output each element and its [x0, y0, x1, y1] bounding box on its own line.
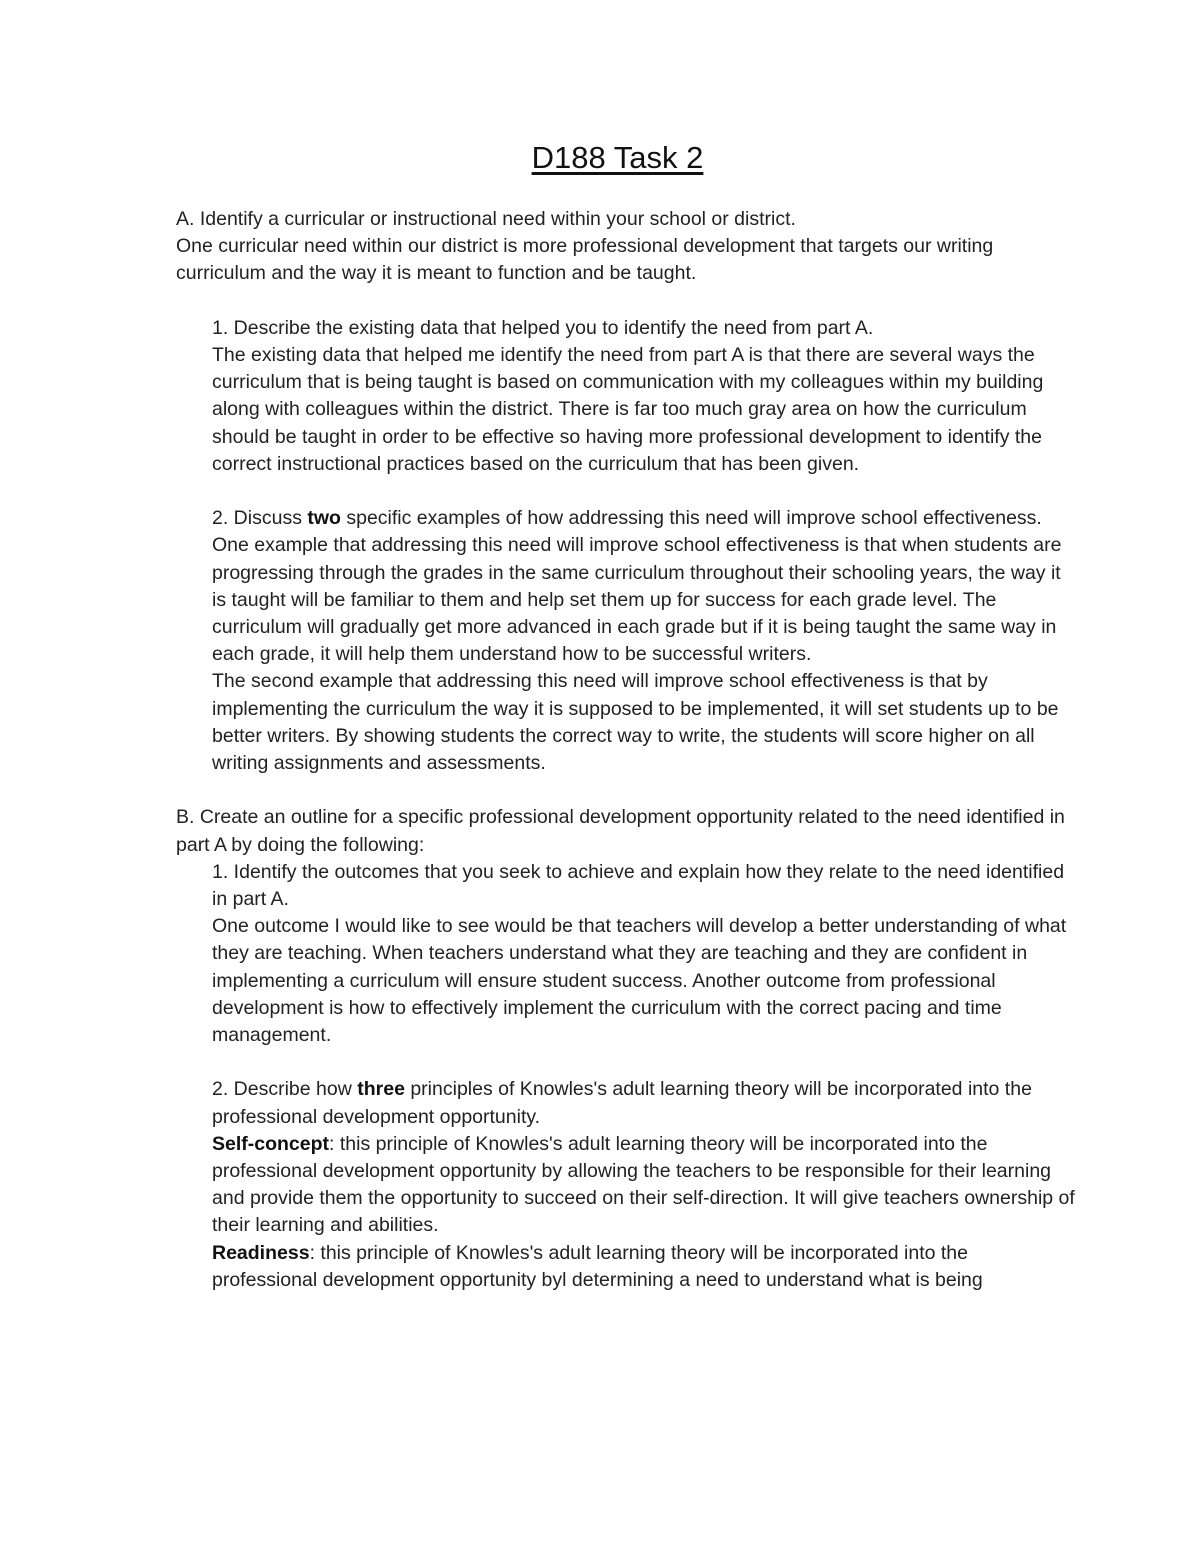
section-a-q2-answer-1: One example that addressing this need will improve school effectiveness is that when students are progressing through the grades in the same curriculum throughout their schooling years, the way it is taught will be familiar to them and help set them up for success for each grade level. The curriculum will gradually get more advanced in each grade but if it is being taught the same way in each grade, it will help them understand how to be successful writers. — [212, 534, 1062, 666]
document-body — [176, 206, 1076, 1294]
section-a-prompt: A. Identify a curricular or instructional need within your school or district. — [176, 208, 796, 230]
prompt-text: 2. Describe how — [212, 1078, 358, 1101]
spacer — [176, 288, 1076, 315]
section-b-q1-prompt: 1. Identify the outcomes that you seek to achieve and explain how they relate to the need identified in part A. — [212, 860, 1065, 911]
section-b-q1-answer: One outcome I would like to see would be that teachers will develop a better understanding of what they are teaching. When teachers understand what they are teaching and they are confident in implementing a curriculum will ensure student success. Another outcome from professional development is how to effectively implement the curriculum with the correct pacing and time management. — [212, 915, 1067, 1047]
self-concept-paragraph — [176, 1131, 1076, 1240]
section-a-q1-prompt: 1. Describe the existing data that helped you to identify the need from part A. — [212, 316, 874, 339]
self-concept-text: : this principle of Knowles's adult learning theory will be incorporated into the professional development opportunity by allowing the teachers to be responsible for their learning and provide them the opportunity to succeed on their self-direction. It will give teachers ownership of their learning and abilities. — [212, 1132, 1075, 1237]
readiness-label: Readiness — [212, 1241, 310, 1264]
spacer — [176, 1049, 1076, 1076]
readiness-paragraph — [176, 1240, 1076, 1294]
section-a-q2-prompt — [176, 505, 1076, 532]
prompt-text: specific examples of how addressing this need will improve school effectiveness. — [340, 507, 1042, 530]
spacer — [176, 777, 1076, 804]
readiness-text: : this principle of Knowles's adult learning theory will be incorporated into the professional development opportunity byl determining a need to understand what is being — [212, 1241, 983, 1291]
section-a-q1-answer: The existing data that helped me identify the need from part A is that there are several ways the curriculum that is being taught is based on communication with my colleagues within my building along with colleagues within the district. There is far too much gray area on how the curriculum should be taught in order to be effective so having more professional development to identify the correct instructional practices based on the curriculum that has been given. — [212, 344, 1044, 475]
spacer — [176, 478, 1076, 505]
prompt-text: principles of Knowles's adult learning theory will be incorporated into the professional development opportunity. — [212, 1078, 1032, 1128]
self-concept-label: Self-concept — [212, 1132, 330, 1155]
emphasis-three: three — [357, 1078, 405, 1101]
section-b-prompt: B. Create an outline for a specific professional development opportunity related to the need identified in part A by doing the following: — [176, 806, 1065, 856]
section-a-answer: One curricular need within our district is more professional development that targets our writing curriculum and the way it is meant to function and be taught. — [176, 235, 994, 285]
prompt-text: 2. Discuss — [212, 507, 308, 530]
document-title: D188 Task 2 — [531, 140, 704, 175]
emphasis-two: two — [307, 507, 341, 530]
section-b-q2-prompt — [176, 1076, 1076, 1130]
section-a-q2-answer-2: The second example that addressing this need will improve school effectiveness is that by implementing the curriculum the way it is supposed to be implemented, it will set students up to be better writers. By showing students the correct way to write, the students will score higher on all writing assignments and assessments. — [212, 670, 1059, 775]
